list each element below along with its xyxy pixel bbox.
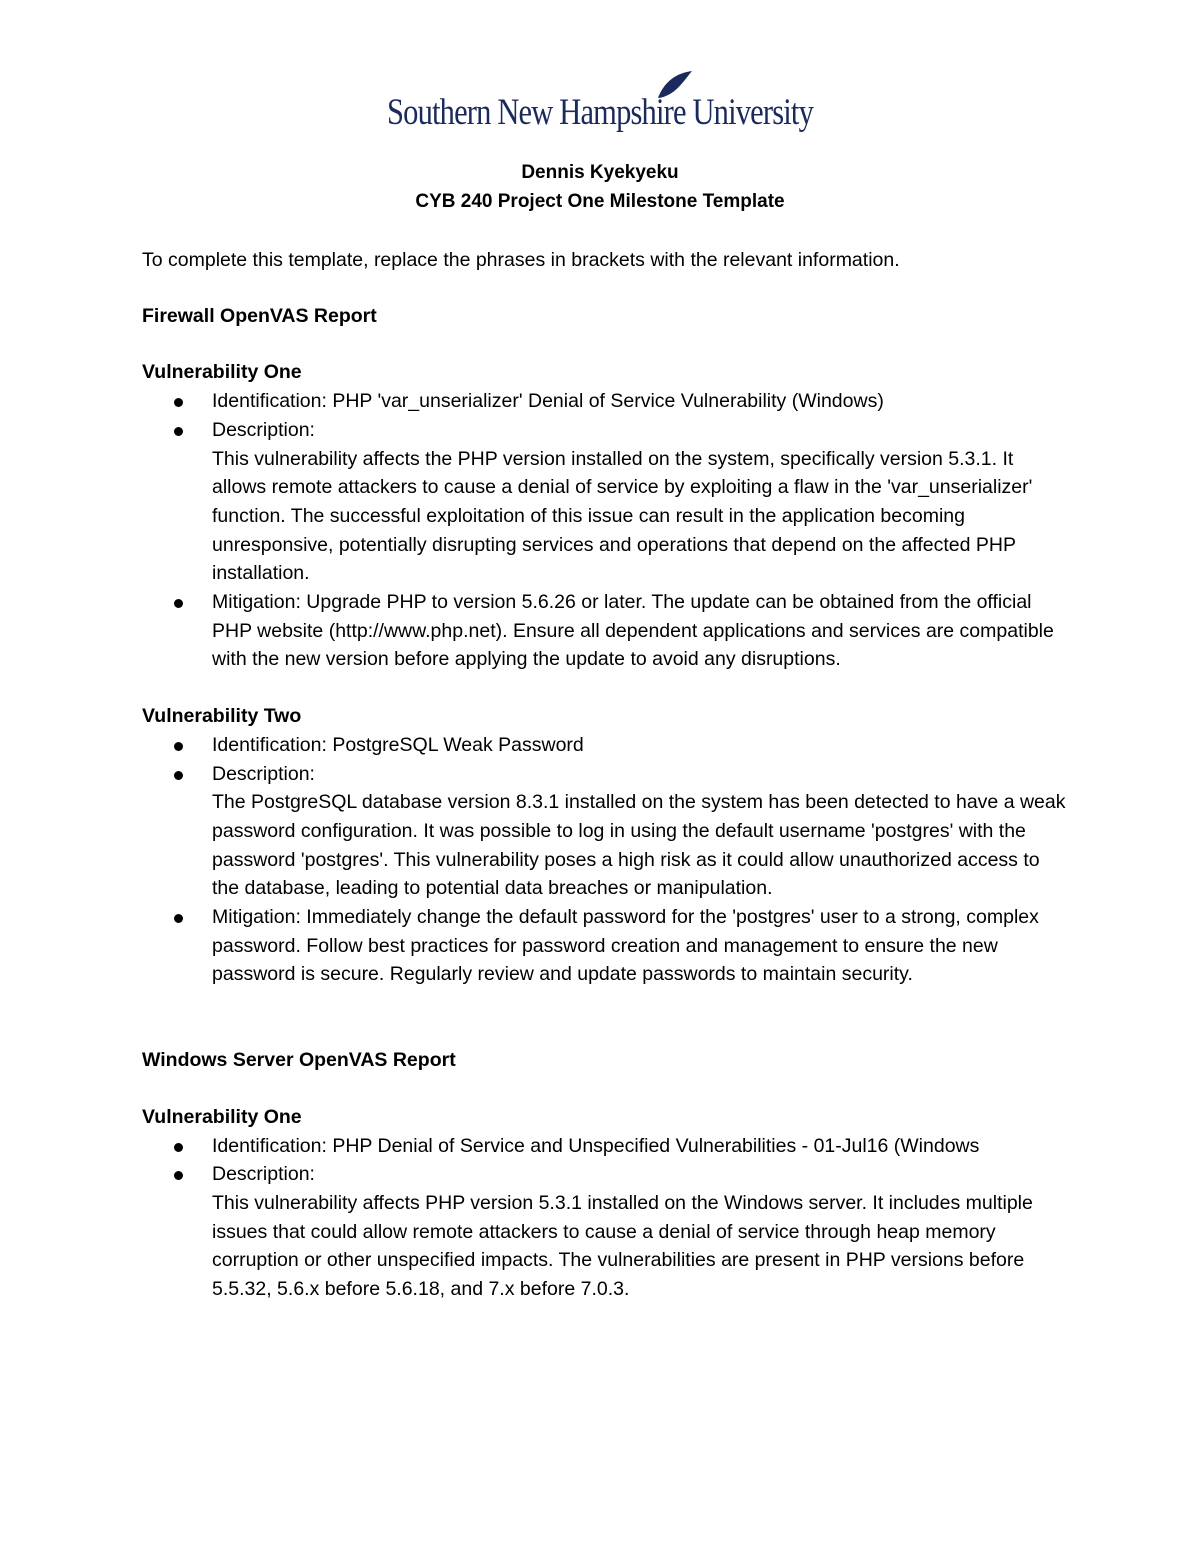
mitigation-text: Mitigation: Immediately change the default password for the 'postgres' user to a strong, complex password. Follow best practices for password creation and management to ensure the new password is secure. Regularly review and update passwords to maintain security. [212, 906, 1039, 986]
list-item [142, 903, 1072, 989]
author-name: Dennis Kyekyeku [521, 162, 679, 183]
section-heading: Windows Server OpenVAS Report [142, 1049, 456, 1072]
section-firewall [142, 302, 1072, 989]
identification-text: Identification: PHP 'var_unserializer' Denial of Service Vulnerability (Windows) [212, 390, 884, 413]
bullet-icon [174, 398, 183, 407]
vulnerability-heading: Vulnerability One [142, 1105, 302, 1128]
document-title: CYB 240 Project One Milestone Template [415, 191, 785, 212]
bullet-icon [174, 1171, 183, 1180]
section-windows-server [142, 1046, 1072, 1304]
section-spacer [142, 1017, 1072, 1046]
description-label: Description: [212, 418, 315, 441]
bullet-icon [174, 599, 183, 608]
section-heading: Firewall OpenVAS Report [142, 304, 377, 327]
title-block [0, 158, 1200, 216]
list-item [142, 387, 1072, 416]
vulnerability-heading: Vulnerability Two [142, 705, 302, 728]
document-body [142, 246, 1072, 1332]
list-item [142, 1160, 1072, 1304]
bullet-icon [174, 914, 183, 923]
description-text: This vulnerability affects PHP version 5.3.1 installed on the Windows server. It includes multiple issues that could allow remote attackers to cause a denial of service through heap memory corruption or other unspecified impacts. The vulnerabilities are present in PHP versions before 5.5.32, 5.6.x before 5.6.18, and 7.x before 7.0.3. [212, 1191, 1033, 1301]
vulnerability-list [142, 387, 1072, 674]
identification-text: Identification: PostgreSQL Weak Password [212, 733, 584, 756]
snhu-logo [0, 68, 1200, 140]
description-label: Description: [212, 762, 315, 785]
intro-text: To complete this template, replace the phrases in brackets with the relevant information. [142, 249, 900, 271]
vulnerability-list [142, 731, 1072, 989]
vulnerability-list [142, 1132, 1072, 1304]
list-item [142, 731, 1072, 760]
bullet-icon [174, 742, 183, 751]
description-label: Description: [212, 1163, 315, 1186]
description-text: The PostgreSQL database version 8.3.1 installed on the system has been detected to have a weak password configuration. It was possible to log in using the default username 'postgres' with the password 'postgres'. This vulnerability poses a high risk as it could allow unauthorized access to the database, leading to potential data breaches or manipulation. [212, 791, 1066, 900]
snhu-logo-graphic [380, 68, 820, 140]
list-item [142, 416, 1072, 588]
identification-text: Identification: PHP Denial of Service and Unspecified Vulnerabilities - 01-Jul16 (Windows [212, 1134, 980, 1157]
bullet-icon [174, 427, 183, 436]
bullet-icon [174, 771, 183, 780]
bullet-icon [174, 1143, 183, 1152]
mitigation-text: Mitigation: Upgrade PHP to version 5.6.26 or later. The update can be obtained from the official PHP website (http://www.php.net). Ensure all dependent applications and services are compatible with the new version before applying the update to avoid any disruptions. [212, 591, 1054, 671]
vulnerability-heading: Vulnerability One [142, 361, 302, 384]
list-item [142, 1132, 1072, 1161]
list-item [142, 588, 1072, 674]
list-item [142, 760, 1072, 904]
description-text: This vulnerability affects the PHP version installed on the system, specifically version 5.3.1. It allows remote attackers to cause a denial of service by exploiting a flaw in the 'var_unserializer' function. The successful exploitation of this issue can result in the application becoming unresponsive, potentially disrupting services and operations that depend on the affected PHP installation. [212, 447, 1033, 585]
logo-wordmark: Southern New Hampshire University [387, 92, 815, 133]
